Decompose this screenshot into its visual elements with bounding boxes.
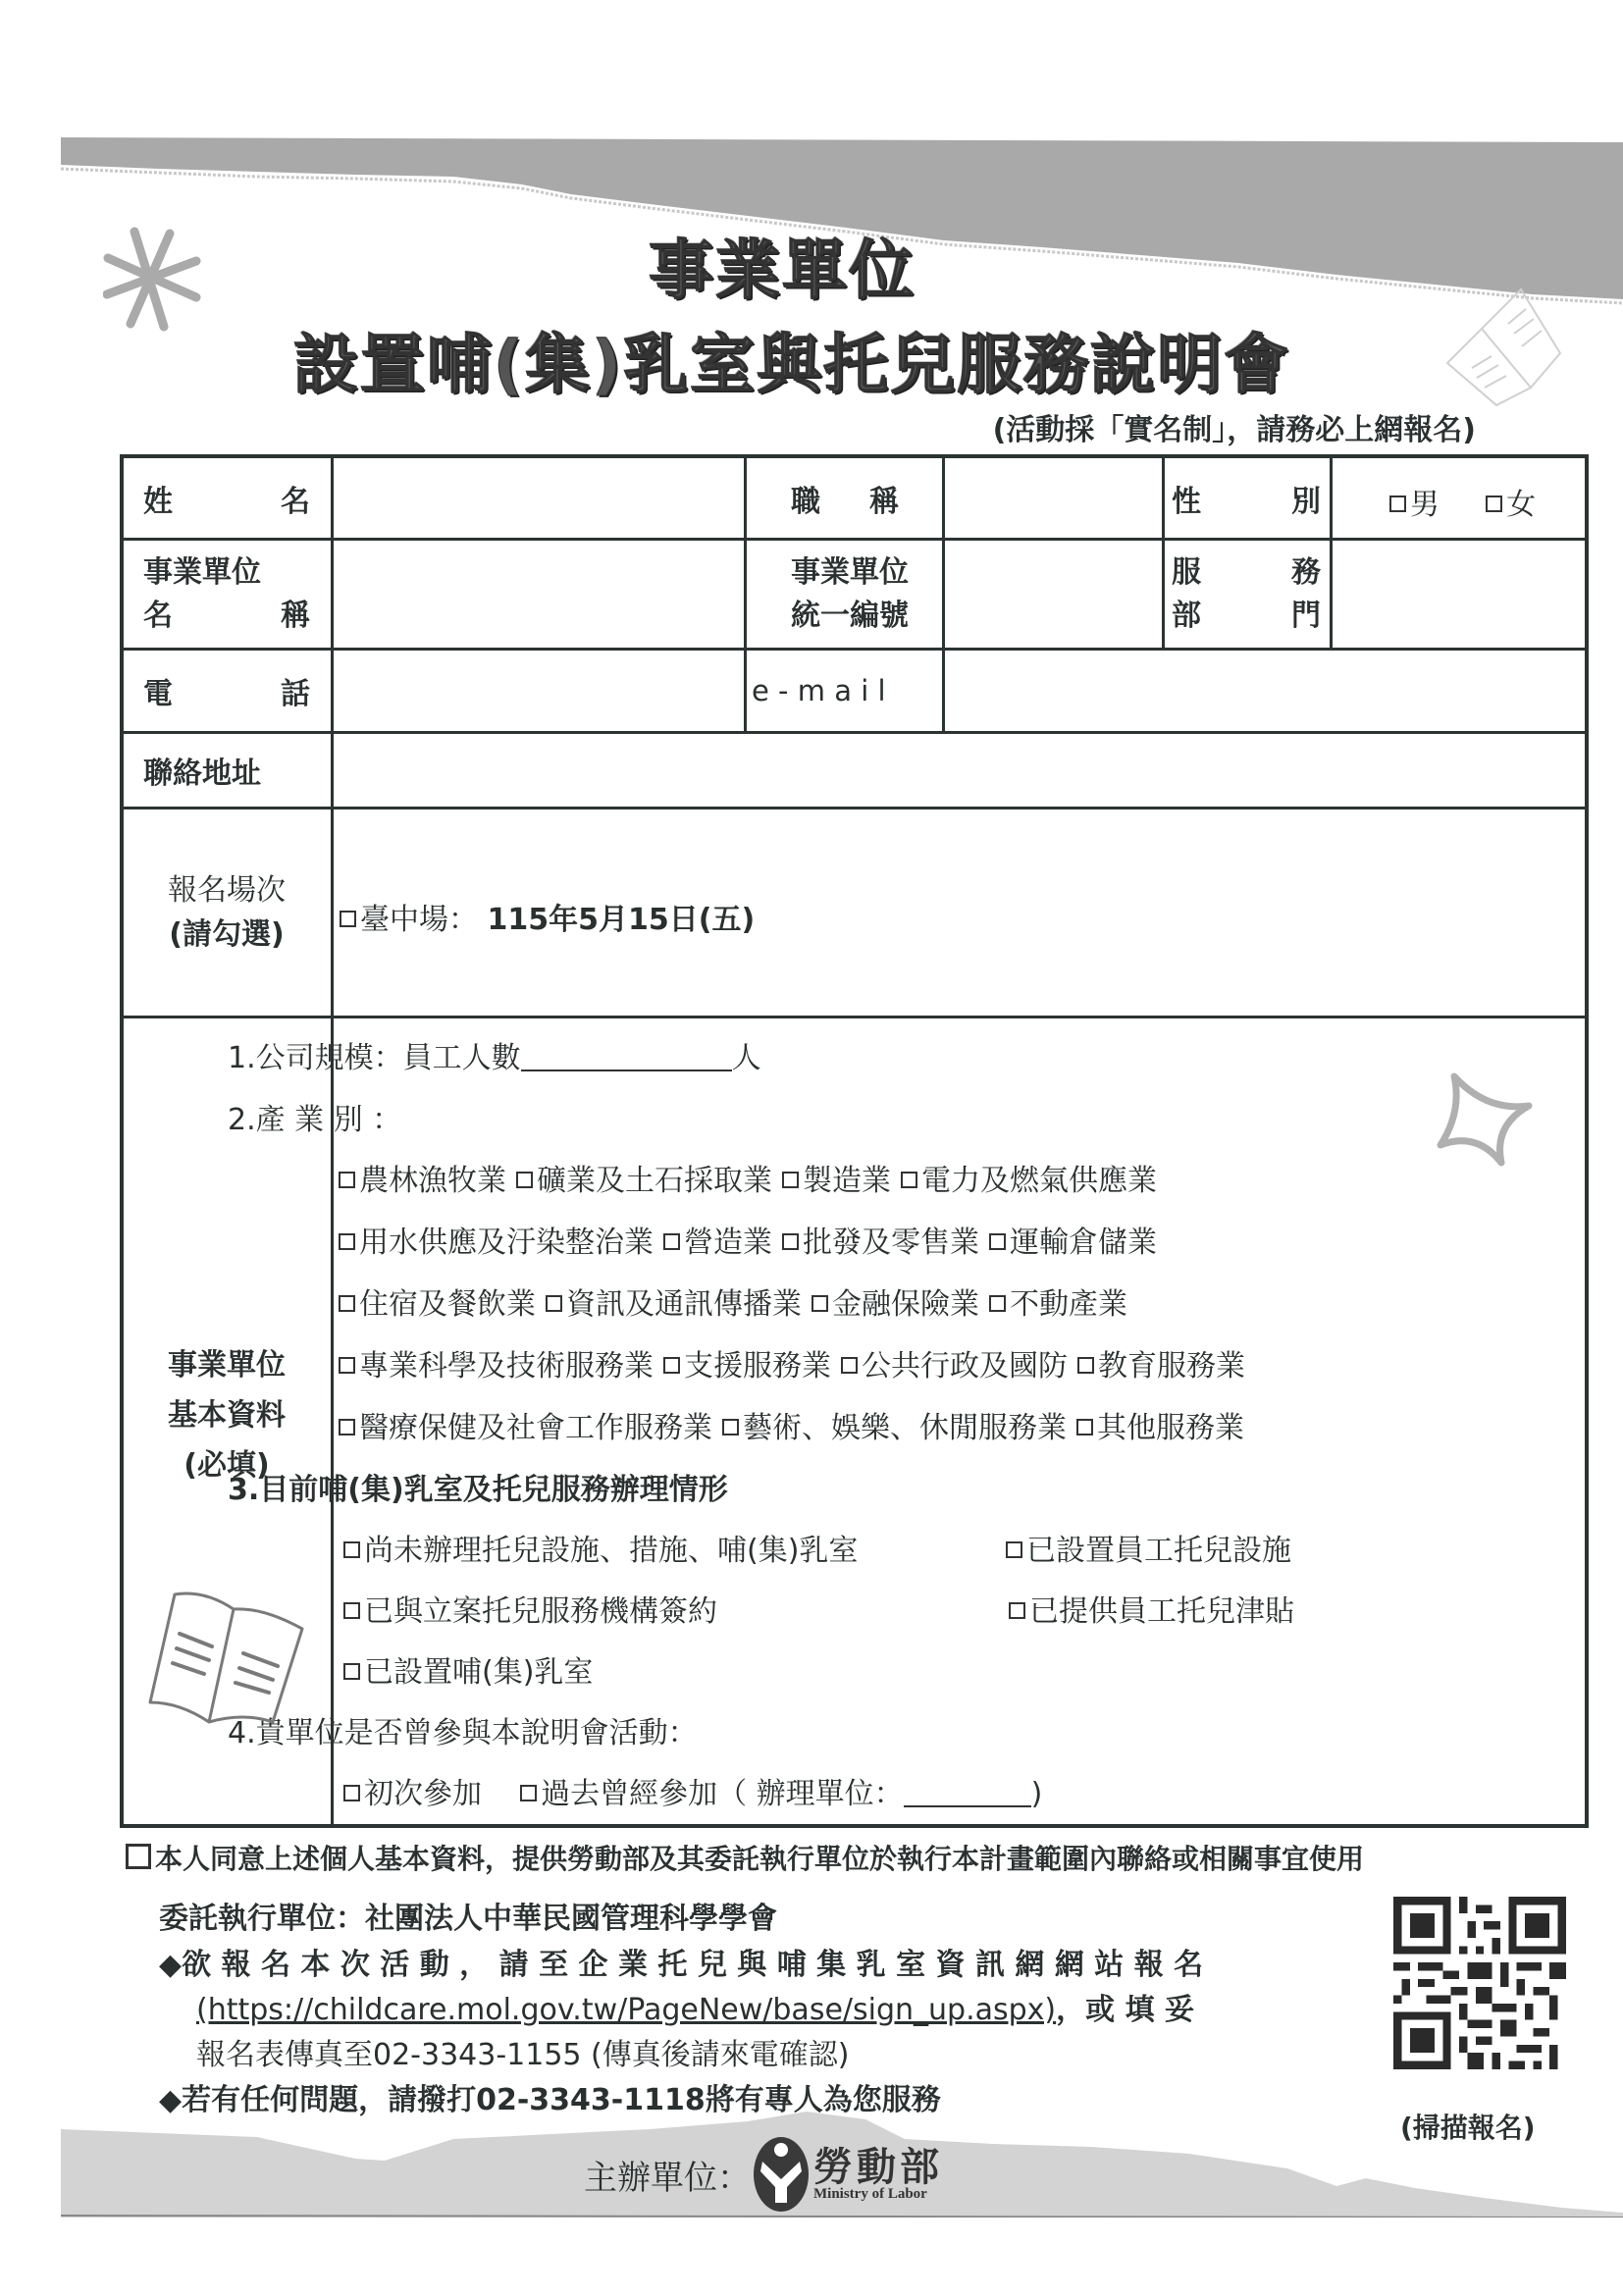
checkbox-icon[interactable] [343, 1541, 360, 1558]
option-label: 農林漁牧業 [359, 1164, 506, 1198]
checkbox-icon[interactable] [663, 1233, 680, 1250]
q3-option[interactable] [343, 1587, 717, 1630]
session-city: 臺中場： [360, 903, 478, 937]
organizer [584, 2136, 943, 2213]
sparkle-decoration-icon [1433, 1065, 1541, 1173]
tax-id-field[interactable] [946, 541, 1161, 648]
checkbox-icon[interactable] [339, 1172, 355, 1188]
checkbox-icon[interactable] [1389, 496, 1406, 512]
gender-label [1172, 458, 1321, 538]
label-char: 稱 [869, 484, 899, 519]
label-char: 部 [1172, 598, 1201, 633]
checkbox-icon[interactable] [663, 1357, 680, 1374]
job-title-field[interactable] [946, 458, 1161, 538]
organizer-field[interactable] [904, 1778, 1031, 1807]
q3-option[interactable] [343, 1526, 858, 1569]
row-divider [124, 807, 1585, 809]
organizer-label: 主辦單位： [584, 2158, 751, 2198]
industry-option[interactable] [1077, 1349, 1245, 1383]
checkbox-icon[interactable] [989, 1233, 1006, 1250]
option-label: 藝術、娛樂、休閒服務業 [743, 1411, 1067, 1445]
consent-text: 本人同意上述個人基本資料，提供勞動部及其委託執行單位於執行本計畫範圍內聯絡或相關事宜使用 [155, 1843, 1365, 1875]
option-label: 礦業及土石採取業 [537, 1164, 772, 1198]
checkbox-icon[interactable] [339, 1357, 355, 1374]
checkbox-icon[interactable] [520, 1785, 537, 1801]
option-label: 公共行政及國防 [862, 1349, 1068, 1383]
name-field[interactable] [335, 458, 743, 538]
registration-form-table [120, 454, 1589, 1828]
option-label: 男 [1410, 488, 1440, 522]
session-date: 115年5月15日(五) [487, 903, 756, 937]
checkbox-icon[interactable] [1006, 1541, 1022, 1558]
contact-instruction: ◆若有任何問題，請撥打02-3343-1118將有專人為您服務 [159, 2083, 941, 2117]
checkbox-icon[interactable] [1009, 1602, 1025, 1619]
industry-option[interactable] [782, 1164, 891, 1198]
label-char: 務 [1291, 555, 1321, 590]
checkbox-icon[interactable] [340, 911, 356, 927]
page-title-line-2: 設置哺(集)乳室與托兒服務說明會 [292, 327, 1291, 402]
label-char: 名 [143, 598, 173, 633]
ministry-name-english: Ministry of Labor [813, 2185, 927, 2202]
registration-url-line [196, 1985, 1194, 2028]
q1-label: 1.公司規模：員工人數 [228, 1041, 521, 1075]
gender-male-option[interactable] [1389, 488, 1440, 522]
gender-female-option[interactable] [1486, 488, 1536, 522]
label-line: 聯絡地址 [143, 757, 261, 791]
gender-options [1389, 480, 1536, 523]
option-label: 不動產業 [1010, 1287, 1127, 1322]
label-line: 統一編號 [791, 598, 909, 633]
label-line: 事業單位 [143, 555, 261, 590]
email-label: e - m a i l [752, 674, 886, 707]
label-line: 報名場次 [168, 873, 286, 908]
industry-option[interactable] [812, 1287, 979, 1322]
ministry-name-chinese: 勞動部 [813, 2143, 943, 2190]
col-divider [744, 458, 747, 731]
label-line: 事業單位 [791, 555, 909, 590]
industry-row [339, 1156, 1167, 1199]
job-title-label [791, 458, 899, 538]
industry-option[interactable] [339, 1411, 712, 1445]
industry-option[interactable] [663, 1226, 772, 1260]
q4-first-time-option[interactable] [343, 1777, 482, 1811]
option-label: 尚未辦理托兒設施、措施、哺(集)乳室 [364, 1534, 859, 1568]
option-label: 女 [1506, 488, 1537, 522]
q2-industry-title: 2.產 業 別 ： [228, 1103, 402, 1137]
tax-id-label [771, 541, 928, 648]
option-label: 醫療保健及社會工作服務業 [359, 1411, 712, 1445]
q1-unit: 人 [731, 1041, 761, 1075]
industry-option[interactable] [901, 1164, 1157, 1198]
checkbox-icon[interactable] [841, 1357, 858, 1374]
open-book-icon [145, 1580, 312, 1727]
option-label: 住宿及餐飲業 [359, 1287, 536, 1322]
option-label: 用水供應及汙染整治業 [359, 1226, 654, 1260]
label-char: 門 [1291, 598, 1321, 633]
checkbox-icon[interactable] [339, 1233, 355, 1250]
checkbox-icon[interactable] [343, 1663, 360, 1680]
checkbox-icon[interactable] [343, 1785, 360, 1801]
industry-option[interactable] [841, 1349, 1068, 1383]
checkbox-icon[interactable] [782, 1172, 799, 1188]
checkbox-icon[interactable] [339, 1295, 355, 1312]
option-label: 專業科學及技術服務業 [359, 1349, 654, 1383]
option-label: 支援服務業 [684, 1349, 831, 1383]
option-close: ) [1030, 1777, 1043, 1811]
q4-title: 4.貴單位是否曾參與本說明會活動： [228, 1716, 698, 1750]
address-field[interactable] [335, 734, 1584, 807]
qr-code-icon[interactable] [1393, 1897, 1566, 2069]
option-label: 電力及燃氣供應業 [921, 1164, 1157, 1198]
q1-company-size [228, 1033, 761, 1076]
q4-options [343, 1769, 1042, 1812]
employee-count-field[interactable] [521, 1042, 732, 1071]
label-line: 事業單位 [168, 1347, 286, 1383]
checkbox-icon[interactable] [901, 1172, 917, 1188]
q3-option[interactable] [1006, 1526, 1291, 1569]
industry-option[interactable] [339, 1164, 506, 1198]
label-char: 職 [791, 484, 820, 519]
label-char: 名 [281, 484, 310, 519]
checkbox-icon[interactable] [516, 1172, 533, 1188]
industry-option[interactable] [516, 1164, 772, 1198]
checkbox-icon[interactable] [343, 1602, 360, 1619]
industry-row [339, 1403, 1254, 1446]
checkbox-icon[interactable] [782, 1233, 799, 1250]
option-label: 已設置員工托兒設施 [1026, 1534, 1291, 1568]
option-label: 過去曾經參加（ 辦理單位： [541, 1777, 904, 1811]
option-label: 其他服務業 [1097, 1411, 1244, 1445]
option-label: 製造業 [803, 1164, 891, 1198]
checkbox-icon[interactable] [989, 1295, 1006, 1312]
industry-row [339, 1341, 1255, 1384]
registration-link[interactable]: (https://childcare.mol.gov.tw/PageNew/base/sign_up.aspx) [196, 1993, 1057, 2027]
option-label: 教育服務業 [1098, 1349, 1245, 1383]
industry-option[interactable] [989, 1226, 1157, 1260]
address-label [143, 734, 310, 807]
industry-row [339, 1279, 1137, 1323]
label-char: 話 [281, 677, 310, 711]
industry-option[interactable] [546, 1287, 802, 1322]
company-name-field[interactable] [335, 541, 743, 648]
col-divider [1330, 458, 1333, 648]
col-divider [942, 458, 945, 731]
fax-instruction: 報名表傳真至02-3343-1155 (傳真後請來電確認) [196, 2038, 850, 2072]
ministry-of-labor-logo-icon [753, 2136, 810, 2213]
row-divider [124, 1016, 1585, 1018]
label-line: (請勾選) [169, 917, 285, 952]
checkbox-icon[interactable] [1077, 1357, 1094, 1374]
industry-option[interactable] [782, 1226, 979, 1260]
industry-row [339, 1218, 1167, 1261]
session-label [133, 809, 320, 1016]
checkbox-icon[interactable] [812, 1295, 828, 1312]
option-label: 營造業 [684, 1226, 772, 1260]
session-option-taichung[interactable] [340, 895, 755, 938]
phone-label [143, 651, 310, 731]
ministry-name [813, 2143, 943, 2202]
option-label: 初次參加 [364, 1777, 482, 1811]
label-char: 性 [1172, 484, 1201, 519]
checkbox-icon[interactable] [1486, 496, 1502, 512]
company-name-label [143, 541, 310, 648]
checkbox-icon[interactable] [722, 1419, 739, 1435]
name-label [143, 458, 310, 538]
or-fax-text: ，或 填 妥 [1056, 1993, 1195, 2027]
option-label: 已提供員工托兒津貼 [1029, 1594, 1294, 1629]
department-label [1172, 541, 1321, 648]
label-char: 電 [143, 677, 173, 711]
label-char: 姓 [143, 484, 173, 519]
label-char: 稱 [281, 598, 310, 633]
email-field[interactable] [946, 651, 1584, 731]
q4-attended-before-option[interactable] [520, 1777, 1042, 1811]
q3-title: 3.目前哺(集)乳室及托兒服務辦理情形 [228, 1473, 728, 1507]
department-field[interactable] [1334, 541, 1585, 648]
industry-option[interactable] [339, 1287, 536, 1322]
label-line: (必填) [183, 1447, 270, 1483]
option-label: 已與立案托兒服務機構簽約 [364, 1594, 717, 1629]
industry-option[interactable] [1076, 1411, 1244, 1445]
option-label: 資訊及通訊傳播業 [566, 1287, 802, 1322]
industry-option[interactable] [722, 1411, 1067, 1445]
label-line: 基本資料 [168, 1397, 286, 1433]
col-divider [331, 458, 334, 1824]
option-label: 金融保險業 [832, 1287, 979, 1322]
checkbox-icon[interactable] [126, 1844, 151, 1869]
option-label: 已設置哺(集)乳室 [364, 1655, 594, 1690]
page-subtitle: (活動採「實名制」，請務必上網報名) [992, 413, 1476, 447]
option-label: 運輸倉儲業 [1010, 1226, 1157, 1260]
qr-caption: (掃描報名) [1400, 2112, 1536, 2144]
executing-unit: 委託執行單位：社團法人中華民國管理科學學會 [159, 1902, 777, 1936]
label-char: 服 [1172, 555, 1201, 590]
registration-instruction: ◆欲 報 名 本 次 活 動 ， 請 至 企 業 托 兒 與 哺 集 乳 室 資 訊 網 網 站 報 名 [159, 1948, 1204, 1982]
consent-checkbox-row[interactable] [126, 1838, 1364, 1877]
checkbox-icon[interactable] [339, 1419, 355, 1435]
industry-option[interactable] [339, 1349, 654, 1383]
checkbox-icon[interactable] [546, 1295, 562, 1312]
q3-option[interactable] [1009, 1587, 1294, 1630]
industry-option[interactable] [339, 1226, 654, 1260]
phone-field[interactable] [335, 651, 743, 731]
industry-option[interactable] [663, 1349, 831, 1383]
industry-option[interactable] [989, 1287, 1127, 1322]
page-title-line-1: 事業單位 [649, 233, 916, 308]
label-char: 別 [1291, 484, 1321, 519]
col-divider [1162, 458, 1165, 648]
option-label: 批發及零售業 [803, 1226, 979, 1260]
checkbox-icon[interactable] [1076, 1419, 1093, 1435]
q3-option[interactable] [343, 1647, 593, 1691]
